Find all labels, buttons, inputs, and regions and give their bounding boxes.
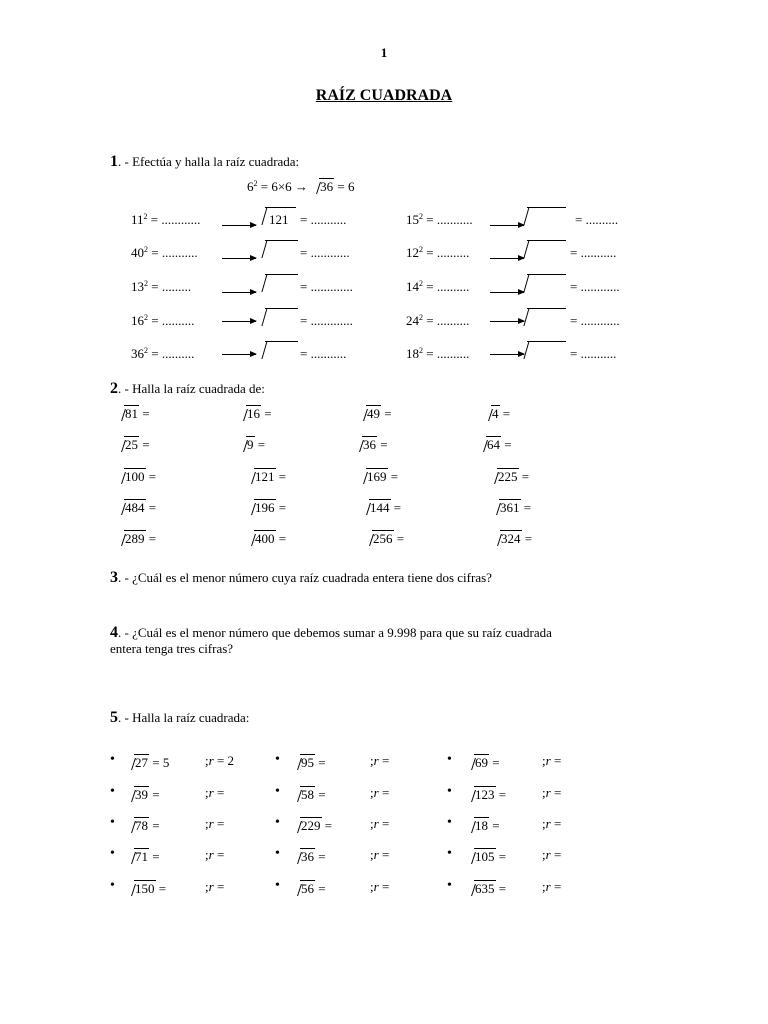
root-value: = [321,818,333,833]
radical-icon: 81 [116,405,139,421]
right-square-expression: $12^2$ = .......... [406,245,470,260]
radical-icon: 400 [246,530,276,546]
square-root-item [126,786,160,802]
remainder-field: ;r = [542,753,562,768]
radical-icon: 39 [126,786,149,802]
remainder-field: ;r = [542,785,562,800]
section-3-text: . - ¿Cuál es el menor número cuya raíz cuadrada entera tiene dos cifras? [118,570,492,585]
radical-icon: 361 [491,499,521,515]
square-root-item [466,880,506,896]
square-root-item: 256 = [364,530,404,546]
remainder-field: ;r = [370,753,390,768]
radical-icon [520,274,566,292]
square-root-item [126,880,166,896]
root-value: = [149,818,160,833]
radical-icon: 36 [354,436,377,452]
remainder-field: ;r = [542,879,562,894]
square-root-item [126,848,160,864]
square-root-item [126,754,169,770]
radical-icon: 69 [466,754,489,770]
root-value: = [489,818,500,833]
right-root-blank: = ........... [570,346,617,361]
radical-icon: 289 [116,530,146,546]
square-root-item: 400 = [246,530,286,546]
radical-icon: 150 [126,880,156,896]
square-root-item [292,754,326,770]
remainder-field: ;r = [205,785,225,800]
right-root-blank: = ............ [570,313,620,328]
square-root-item: 324 = [492,530,532,546]
left-square-expression: $16^2$ = .......... [131,313,195,328]
square-root-item [466,786,506,802]
radical-icon: 36 [292,848,315,864]
bullet-icon: • [447,846,452,861]
radical-icon: 225 [489,468,519,484]
root-value: = [495,881,507,896]
section-4-number: 4 [110,624,118,641]
radical-icon: 95 [292,754,315,770]
root-value: = [149,787,160,802]
arrow-icon [222,354,256,355]
radical-icon [258,274,298,292]
square-root-item: 49 = [358,405,392,421]
section-3-heading [110,570,492,586]
right-root-blank: = ............ [570,279,620,294]
bullet-icon: • [447,752,452,767]
page-title: RAÍZ CUADRADA [315,87,453,104]
radical-icon [520,240,566,258]
square-root-item: 81 = [116,405,150,421]
example-radical: 36 [311,178,334,194]
left-root-blank: = ............. [300,279,353,294]
root-value: = [495,849,507,864]
square-root-item [292,786,326,802]
remainder-field: ;r = [542,847,562,862]
radical-icon: 169 [358,468,388,484]
bullet-icon: • [447,878,452,893]
root-value: = [149,849,160,864]
bullet-icon: • [275,815,280,830]
radical-icon [520,308,566,326]
right-root-blank: = .......... [575,212,619,227]
radical-icon: 78 [126,817,149,833]
radical-icon: 71 [126,848,149,864]
radical-icon: 18 [466,817,489,833]
bullet-icon: • [275,752,280,767]
bullet-icon: • [110,752,115,767]
root-value: = [315,755,326,770]
arrow-icon [222,225,256,226]
square-root-item: 9 = [238,436,265,452]
radical-icon: 49 [358,405,381,421]
left-root-blank: = ............. [300,313,353,328]
arrow-icon [490,292,524,293]
remainder-field: ;r = [370,847,390,862]
radical-icon [258,341,298,359]
left-square-expression: $40^2$ = ........... [131,245,198,260]
radical-icon: 144 [361,499,391,515]
section-2-text: . - Halla la raíz cuadrada de: [118,381,265,396]
bullet-icon: • [447,784,452,799]
square-root-item [292,848,326,864]
square-root-item: 4 = [483,405,510,421]
left-root-blank: = ............ [300,245,350,260]
radical-icon: 635 [466,880,496,896]
square-root-item: 289 = [116,530,156,546]
section-3-number: 3 [110,569,118,586]
example-product: = 6×6 → [257,179,312,194]
root-value: = 5 [149,755,170,770]
square-root-item: 121 = [246,468,286,484]
square-root-item [292,817,332,833]
section-5-heading [110,710,249,726]
section-4-text-line1: . - ¿Cuál es el menor número que debemos sumar a 9.998 para que su raíz cuadrada [118,625,552,640]
square-root-item [126,817,160,833]
radical-icon: 229 [292,817,322,833]
radical-icon: 100 [116,468,146,484]
arrow-icon [222,258,256,259]
radical-icon: 324 [492,530,522,546]
radical-icon: 56 [292,880,315,896]
left-root-blank: = ........... [300,212,347,227]
right-square-expression: $24^2$ = .......... [406,313,470,328]
radical-icon: 121 [246,468,276,484]
radical-icon: 16 [238,405,261,421]
bullet-icon: • [275,784,280,799]
section-2-heading [110,381,265,397]
section-4-heading [110,625,552,641]
square-root-item: 25 = [116,436,150,452]
radical-icon: 123 [466,786,496,802]
arrow-icon [490,258,524,259]
root-value: = [155,881,167,896]
radical-icon: 105 [466,848,496,864]
radical-icon: 256 [364,530,394,546]
square-root-item: 144 = [361,499,401,515]
remainder-field: ;r = 2 [205,753,235,768]
radical-icon: 196 [246,499,276,515]
arrow-icon [222,292,256,293]
left-square-expression: $11^2$ = ............ [131,212,201,227]
section-1-number: 1 [110,153,118,170]
arrow-icon [222,321,256,322]
remainder-field: ;r = [370,785,390,800]
radical-icon: 64 [478,436,501,452]
square-root-item: 36 = [354,436,388,452]
left-square-expression: $36^2$ = .......... [131,346,195,361]
section-2-number: 2 [110,380,118,397]
page-number: 1 [380,45,388,60]
bullet-icon: • [110,815,115,830]
bullet-icon: • [447,815,452,830]
remainder-field: ;r = [205,847,225,862]
remainder-field: ;r = [370,816,390,831]
radical-icon: 27 [126,754,149,770]
section-1-example [247,178,355,194]
section-1-heading [110,154,299,170]
radical-icon: 9 [238,436,255,452]
section-4-text-line2: entera tenga tres cifras? [110,641,234,656]
radical-icon: 25 [116,436,139,452]
root-value: = [315,881,326,896]
remainder-field: ;r = [370,879,390,894]
root-value: = [315,849,326,864]
square-root-item [292,880,326,896]
root-value: = [315,787,326,802]
example-result: = 6 [334,179,355,194]
radical-icon [258,240,298,258]
square-root-item: 361 = [491,499,531,515]
remainder-field: ;r = [542,816,562,831]
square-root-item [466,754,500,770]
right-square-expression: $18^2$ = .......... [406,346,470,361]
radical-icon [258,308,298,326]
square-root-item: 484 = [116,499,156,515]
section-1-text: . - Efectúa y halla la raíz cuadrada: [118,154,300,169]
section-5-text: . - Halla la raíz cuadrada: [118,710,250,725]
square-root-item: 169 = [358,468,398,484]
left-root-blank: = ........... [300,346,347,361]
remainder-field: ;r = [205,879,225,894]
right-root-blank: = ........... [570,245,617,260]
right-square-expression: $15^2$ = ........... [406,212,473,227]
left-square-expression: $13^2$ = ......... [131,279,192,294]
radical-icon: 58 [292,786,315,802]
root-value: = [489,755,500,770]
bullet-icon: • [275,878,280,893]
section-5-number: 5 [110,709,118,726]
radicand: 121 [269,212,289,227]
right-square-expression: $14^2$ = .......... [406,279,470,294]
example-base: 6 [247,179,254,194]
bullet-icon: • [110,784,115,799]
square-root-item [466,848,506,864]
square-root-item: 225 = [489,468,529,484]
example-exponent: 2 [253,179,258,188]
square-root-item: 100 = [116,468,156,484]
radical-icon: 484 [116,499,146,515]
remainder-field: ;r = [205,816,225,831]
bullet-icon: • [110,878,115,893]
square-root-item: 196 = [246,499,286,515]
bullet-icon: • [275,846,280,861]
bullet-icon: • [110,846,115,861]
root-value: = [495,787,507,802]
radical-icon: 4 [483,405,500,421]
square-root-item: 64 = [478,436,512,452]
radical-icon [520,207,566,225]
square-root-item [466,817,500,833]
square-root-item: 16 = [238,405,272,421]
radical-icon [520,341,566,359]
arrow-icon [490,225,524,226]
